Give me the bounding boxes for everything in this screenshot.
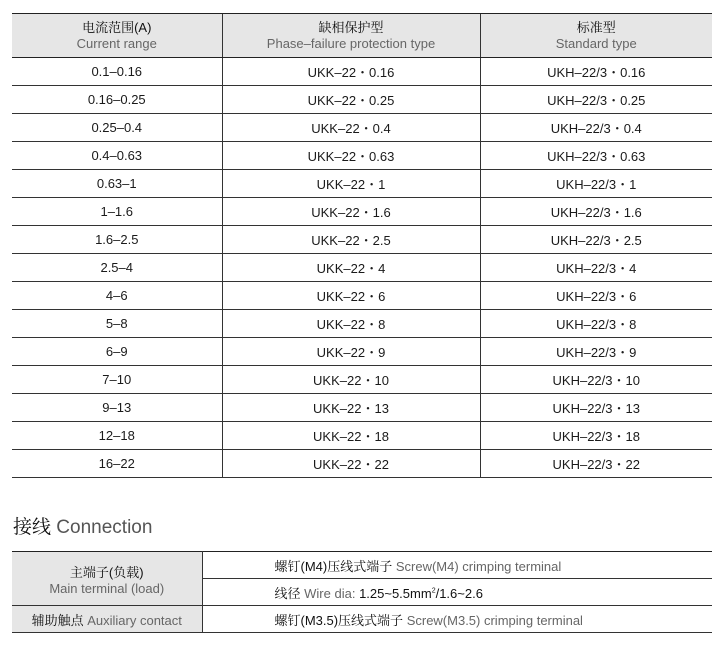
table-row <box>12 114 712 142</box>
cell-current-range: 4–6 <box>12 282 222 310</box>
connection-row-aux <box>12 606 712 633</box>
table-row <box>12 394 712 422</box>
table-row <box>12 142 712 170</box>
cell-phase-failure-model: UKK–22・0.16 <box>222 58 480 86</box>
header-zh: 电流范围(A) <box>82 19 152 35</box>
cell-standard-model: UKH–22/3・1.6 <box>480 198 712 226</box>
connection-title-en: Connection <box>56 517 153 538</box>
cell-standard-model: UKH–22/3・13 <box>480 394 712 422</box>
aux-label-zh: 辅助触点 <box>31 612 84 628</box>
cell-current-range: 1–1.6 <box>12 198 222 226</box>
cell-phase-failure-model: UKK–22・4 <box>222 254 480 282</box>
cell-current-range: 0.63–1 <box>12 170 222 198</box>
table-row <box>12 338 712 366</box>
connection-title-zh: 接线 <box>13 517 52 538</box>
cell-phase-failure-model: UKK–22・9 <box>222 338 480 366</box>
cell-current-range: 0.4–0.63 <box>12 142 222 170</box>
cell-phase-failure-model: UKK–22・0.63 <box>222 142 480 170</box>
cell-current-range: 0.16–0.25 <box>12 86 222 114</box>
cell-standard-model: UKH–22/3・9 <box>480 338 712 366</box>
cell-phase-failure-model: UKK–22・1.6 <box>222 198 480 226</box>
header-current-range <box>12 14 222 58</box>
header-en: Phase–failure protection type <box>266 35 436 51</box>
aux-contact-label <box>12 606 202 633</box>
main-screw-zh: 螺钉(M4)压线式端子 <box>274 558 393 574</box>
cell-current-range: 12–18 <box>12 422 222 450</box>
table-row <box>12 422 712 450</box>
header-phase-failure-type <box>222 14 480 58</box>
cell-current-range: 0.1–0.16 <box>12 58 222 86</box>
header-zh: 标准型 <box>576 19 616 35</box>
connection-table <box>12 551 712 633</box>
main-screw-en: Screw(M4) crimping terminal <box>395 558 562 574</box>
main-terminal-label-zh: 主端子(负载) <box>69 564 144 580</box>
connection-section-title <box>13 517 152 539</box>
cell-phase-failure-model: UKK–22・0.4 <box>222 114 480 142</box>
cell-current-range: 2.5–4 <box>12 254 222 282</box>
cell-phase-failure-model: UKK–22・0.25 <box>222 86 480 114</box>
cell-phase-failure-model: UKK–22・8 <box>222 310 480 338</box>
table-row <box>12 170 712 198</box>
cell-phase-failure-model: UKK–22・1 <box>222 170 480 198</box>
main-terminal-label <box>12 552 202 606</box>
cell-standard-model: UKH–22/3・2.5 <box>480 226 712 254</box>
cell-standard-model: UKH–22/3・0.16 <box>480 58 712 86</box>
header-en: Current range <box>76 35 157 51</box>
table-row <box>12 226 712 254</box>
wire-label-zh: 线径 <box>274 585 301 601</box>
cell-standard-model: UKH–22/3・22 <box>480 450 712 478</box>
connection-row-main-screw <box>12 552 712 579</box>
wire-value-post: /1.6~2.6 <box>435 585 483 601</box>
table-row <box>12 450 712 478</box>
cell-current-range: 7–10 <box>12 366 222 394</box>
header-en: Standard type <box>555 35 637 51</box>
cell-current-range: 5–8 <box>12 310 222 338</box>
cell-phase-failure-model: UKK–22・18 <box>222 422 480 450</box>
cell-standard-model: UKH–22/3・1 <box>480 170 712 198</box>
cell-current-range: 1.6–2.5 <box>12 226 222 254</box>
cell-current-range: 16–22 <box>12 450 222 478</box>
cell-standard-model: UKH–22/3・6 <box>480 282 712 310</box>
table-row <box>12 310 712 338</box>
cell-standard-model: UKH–22/3・0.63 <box>480 142 712 170</box>
cell-standard-model: UKH–22/3・10 <box>480 366 712 394</box>
table-row <box>12 58 712 86</box>
cell-standard-model: UKH–22/3・0.4 <box>480 114 712 142</box>
cell-standard-model: UKH–22/3・8 <box>480 310 712 338</box>
current-range-table <box>12 13 712 478</box>
cell-current-range: 6–9 <box>12 338 222 366</box>
main-terminal-screw <box>202 552 712 579</box>
cell-phase-failure-model: UKK–22・22 <box>222 450 480 478</box>
wire-value-pre: 1.25~5.5mm <box>359 585 432 601</box>
aux-label-en: Auxiliary contact <box>87 612 182 628</box>
wire-label-en: Wire dia: <box>304 585 356 601</box>
table-row <box>12 254 712 282</box>
cell-standard-model: UKH–22/3・4 <box>480 254 712 282</box>
cell-standard-model: UKH–22/3・18 <box>480 422 712 450</box>
header-zh: 缺相保护型 <box>318 19 384 35</box>
main-terminal-label-en: Main terminal (load) <box>49 580 165 596</box>
cell-phase-failure-model: UKK–22・13 <box>222 394 480 422</box>
table-row <box>12 198 712 226</box>
table-row <box>12 366 712 394</box>
cell-phase-failure-model: UKK–22・2.5 <box>222 226 480 254</box>
table-row <box>12 282 712 310</box>
cell-current-range: 9–13 <box>12 394 222 422</box>
aux-contact-screw <box>202 606 712 633</box>
aux-screw-en: Screw(M3.5) crimping terminal <box>406 612 583 628</box>
cell-phase-failure-model: UKK–22・6 <box>222 282 480 310</box>
wire-value-sup: 2 <box>431 587 436 595</box>
wire-diameter <box>202 579 712 606</box>
aux-screw-zh: 螺钉(M3.5)压线式端子 <box>274 612 404 628</box>
cell-current-range: 0.25–0.4 <box>12 114 222 142</box>
header-standard-type <box>480 14 712 58</box>
table-row <box>12 86 712 114</box>
cell-phase-failure-model: UKK–22・10 <box>222 366 480 394</box>
cell-standard-model: UKH–22/3・0.25 <box>480 86 712 114</box>
wire-value <box>359 586 483 601</box>
table-header-row <box>12 14 712 58</box>
